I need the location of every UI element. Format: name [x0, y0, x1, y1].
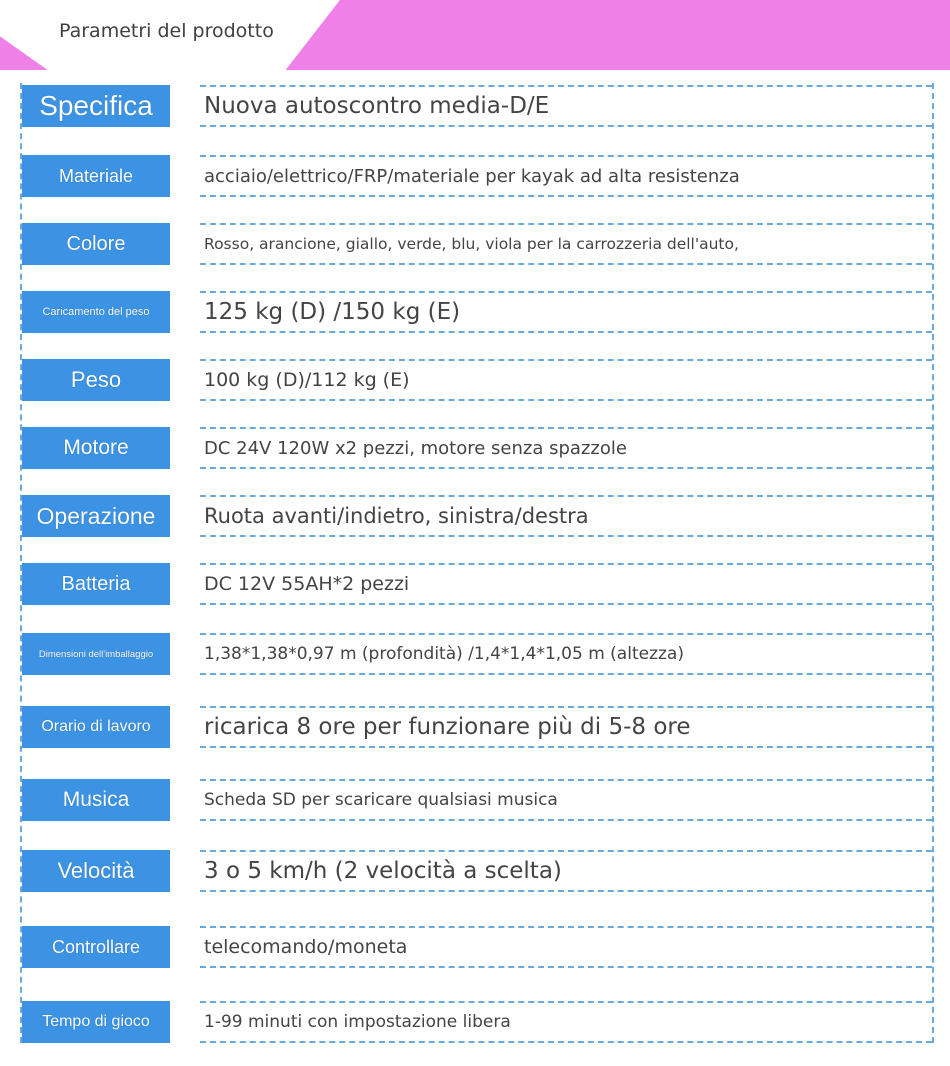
spec-value: Ruota avanti/indietro, sinistra/destra: [200, 495, 932, 537]
spec-value: 3 o 5 km/h (2 velocità a scelta): [200, 850, 932, 892]
page-title: Parametri del prodotto: [59, 20, 274, 42]
spec-label: Caricamento del peso: [22, 291, 170, 333]
spec-value: DC 24V 120W x2 pezzi, motore senza spazzole: [200, 427, 932, 469]
spec-value: 100 kg (D)/112 kg (E): [200, 359, 932, 401]
spec-label: Velocità: [22, 850, 170, 892]
spec-value: DC 12V 55AH*2 pezzi: [200, 563, 932, 605]
spec-label: Controllare: [22, 926, 170, 968]
spec-value: Scheda SD per scaricare qualsiasi musica: [200, 779, 932, 821]
header-banner: [0, 0, 950, 70]
spec-value: 125 kg (D) /150 kg (E): [200, 291, 932, 333]
spec-label: Batteria: [22, 563, 170, 605]
spec-value: acciaio/elettrico/FRP/materiale per kayak ad alta resistenza: [200, 155, 932, 197]
spec-label: Musica: [22, 779, 170, 821]
spec-label: Operazione: [22, 495, 170, 537]
spec-table: [20, 83, 934, 1043]
spec-value: Rosso, arancione, giallo, verde, blu, viola per la carrozzeria dell'auto,: [200, 223, 932, 265]
spec-value: ricarica 8 ore per funzionare più di 5-8 ore: [200, 706, 932, 748]
spec-label: Motore: [22, 427, 170, 469]
spec-value: 1,38*1,38*0,97 m (profondità) /1,4*1,4*1,05 m (altezza): [200, 633, 932, 675]
spec-value: 1-99 minuti con impostazione libera: [200, 1001, 932, 1043]
spec-label: Orario di lavoro: [22, 706, 170, 748]
spec-value: Nuova autoscontro media-D/E: [200, 85, 932, 127]
spec-label: Specifica: [22, 85, 170, 127]
spec-label: Tempo di gioco: [22, 1001, 170, 1043]
spec-label: Materiale: [22, 155, 170, 197]
spec-value: telecomando/moneta: [200, 926, 932, 968]
spec-label: Colore: [22, 223, 170, 265]
spec-label: Peso: [22, 359, 170, 401]
spec-label: Dimensioni dell'imballaggio: [22, 633, 170, 675]
